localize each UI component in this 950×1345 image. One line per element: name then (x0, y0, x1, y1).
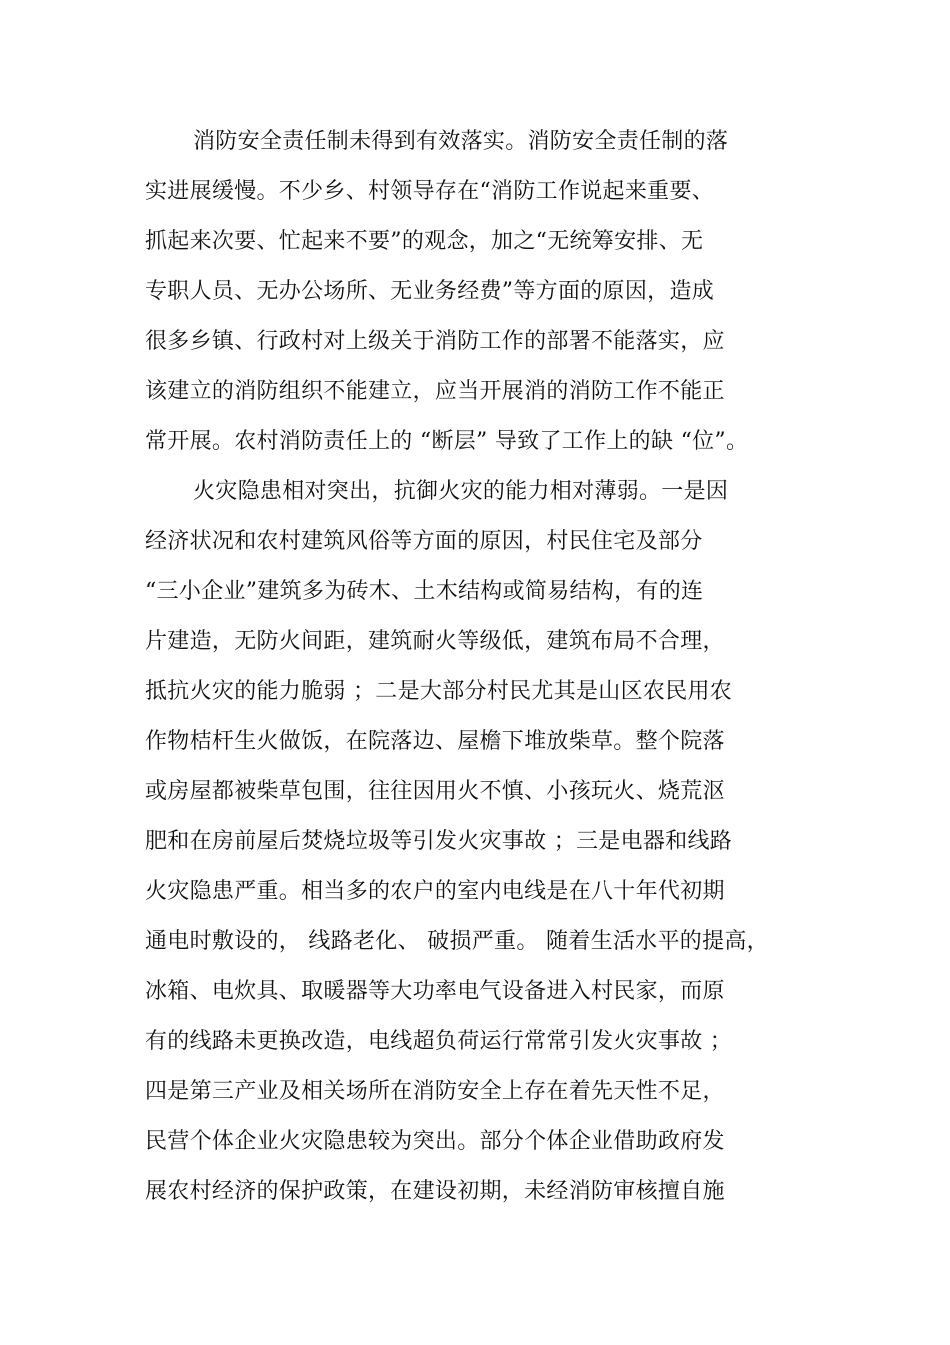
paragraph-2-line-11: 冰箱、电炊具、取暖器等大功率电气设备进入村民家，而原 (145, 979, 725, 1004)
paragraph-2-line-1: 火灾隐患相对突出，抗御火灾的能力相对薄弱。一是因 (193, 479, 729, 504)
paragraph-2-line-4: 片建造，无防火间距，建筑耐火等级低，建筑布局不合理， (145, 629, 725, 654)
paragraph-1-line-3: 抓起来次要、忙起来不要”的观念，加之“无统筹安排、无 (145, 229, 704, 254)
paragraph-1-line-4: 专职人员、无办公场所、无业务经费”等方面的原因，造成 (145, 279, 715, 304)
paragraph-2-line-2: 经济状况和农村建筑风俗等方面的原因，村民住宅及部分 (145, 529, 703, 554)
paragraph-1-line-5: 很多乡镇、行政村对上级关于消防工作的部署不能落实，应 (145, 329, 725, 354)
paragraph-2-line-6: 作物桔杆生火做饭，在院落边、屋檐下堆放柴草。整个院落 (145, 729, 725, 754)
paragraph-2-line-14: 民营个体企业火灾隐患较为突出。部分个体企业借助政府发 (145, 1129, 725, 1154)
paragraph-2-line-13: 四是第三产业及相关场所在消防安全上存在着先天性不足， (145, 1079, 725, 1104)
paragraph-2-line-12: 有的线路未更换改造，电线超负荷运行常常引发火灾事故 ； (145, 1029, 733, 1054)
paragraph-1-line-6: 该建立的消防组织不能建立，应当开展消的消防工作不能正 (145, 379, 725, 404)
paragraph-2-line-8: 肥和在房前屋后焚烧垃圾等引发火灾事故 ；三是电器和线路 (145, 829, 733, 854)
paragraph-1-line-7: 常开展。农村消防责任上的 “断层” 导致了工作上的缺 “位”。 (145, 429, 749, 454)
paragraph-2-line-10: 通电时敷设的， 线路老化、 破损严重。 随着生活水平的提高， (145, 929, 769, 954)
paragraph-2-line-9: 火灾隐患严重。相当多的农户的室内电线是在八十年代初期 (145, 879, 725, 904)
paragraph-2-line-5: 抵抗火灾的能力脆弱 ；二是大部分村民尤其是山区农民用农 (145, 679, 733, 704)
paragraph-2-line-3: “三小企业”建筑多为砖木、土木结构或简易结构，有的连 (145, 579, 704, 604)
paragraph-2-line-7: 或房屋都被柴草包围，往往因用火不慎、小孩玩火、烧荒沤 (145, 779, 725, 804)
paragraph-1-line-1: 消防安全责任制未得到有效落实。消防安全责任制的落 (193, 129, 729, 154)
paragraph-2-line-15: 展农村经济的保护政策，在建设初期，未经消防审核擅自施 (145, 1179, 725, 1204)
paragraph-1-line-2: 实进展缓慢。不少乡、村领导存在“消防工作说起来重要、 (145, 179, 715, 204)
